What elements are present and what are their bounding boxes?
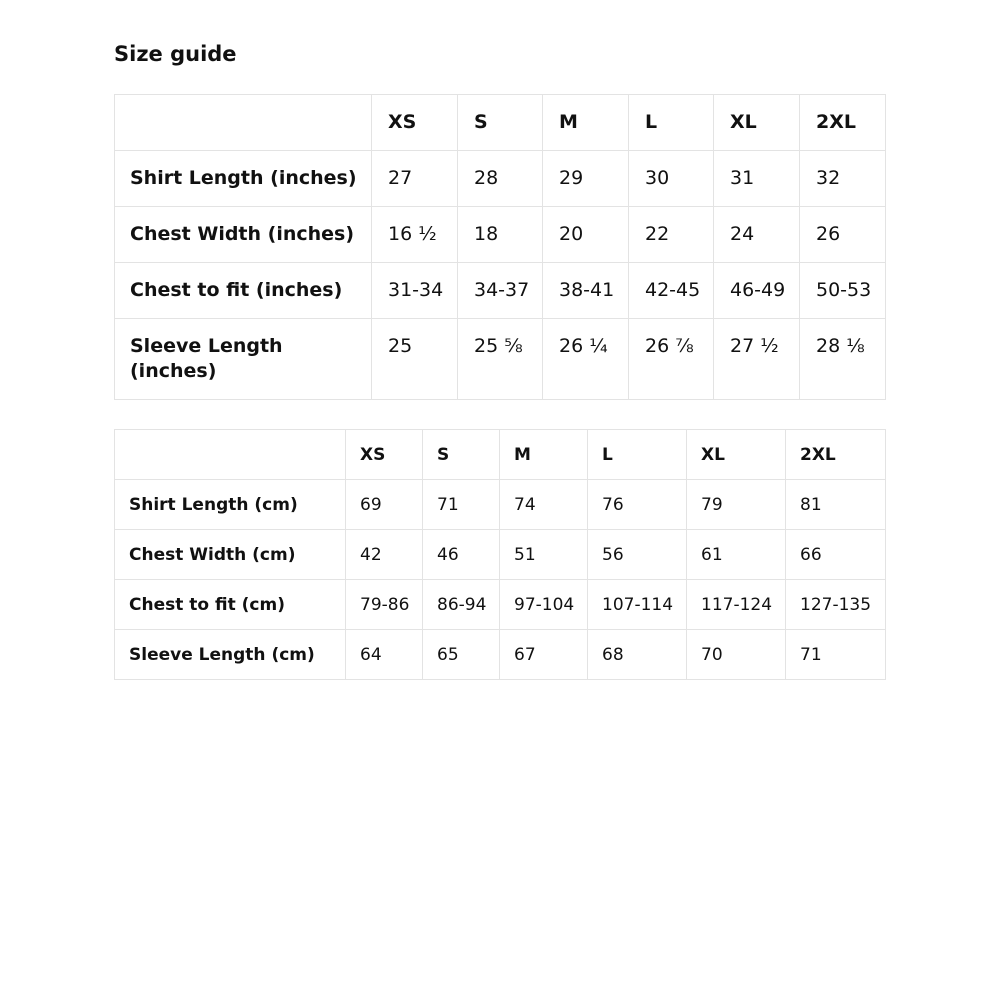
table-cell: 69 bbox=[346, 480, 423, 530]
table-cell: 42 bbox=[346, 530, 423, 580]
table-cell: 86-94 bbox=[423, 580, 500, 630]
table-cell: 27 ½ bbox=[714, 319, 800, 400]
size-header-s: S bbox=[423, 430, 500, 480]
table-cell: 16 ½ bbox=[372, 207, 458, 263]
table-header-row bbox=[115, 430, 886, 480]
table-row bbox=[115, 151, 886, 207]
size-table-cm bbox=[114, 429, 886, 680]
table-row bbox=[115, 480, 886, 530]
table-cell: 50-53 bbox=[800, 263, 886, 319]
table-cell: 34-37 bbox=[458, 263, 543, 319]
table-cell: 117-124 bbox=[687, 580, 786, 630]
table-cell: 56 bbox=[588, 530, 687, 580]
table-cell: 25 bbox=[372, 319, 458, 400]
table-row bbox=[115, 207, 886, 263]
table-cell: 20 bbox=[543, 207, 629, 263]
size-header-xs: XS bbox=[346, 430, 423, 480]
table-cell: 66 bbox=[786, 530, 886, 580]
table-cell: 71 bbox=[423, 480, 500, 530]
table-cell: 28 bbox=[458, 151, 543, 207]
table-row bbox=[115, 580, 886, 630]
table-cell: 71 bbox=[786, 630, 886, 680]
table-cell: 29 bbox=[543, 151, 629, 207]
table-cell: 76 bbox=[588, 480, 687, 530]
table-row bbox=[115, 630, 886, 680]
table-cell: 38-41 bbox=[543, 263, 629, 319]
size-header-l: L bbox=[588, 430, 687, 480]
table-cell: 22 bbox=[629, 207, 714, 263]
size-header-xl: XL bbox=[714, 95, 800, 151]
table-cell: 81 bbox=[786, 480, 886, 530]
corner-cell bbox=[115, 95, 372, 151]
table-cell: 32 bbox=[800, 151, 886, 207]
row-label: Sleeve Length (inches) bbox=[115, 319, 372, 400]
table-cell: 42-45 bbox=[629, 263, 714, 319]
size-header-m: M bbox=[500, 430, 588, 480]
row-label: Chest to fit (inches) bbox=[115, 263, 372, 319]
table-cell: 24 bbox=[714, 207, 800, 263]
page-title: Size guide bbox=[114, 42, 237, 66]
table-cell: 67 bbox=[500, 630, 588, 680]
table-cell: 97-104 bbox=[500, 580, 588, 630]
table-cell: 79-86 bbox=[346, 580, 423, 630]
size-header-xl: XL bbox=[687, 430, 786, 480]
table-cell: 127-135 bbox=[786, 580, 886, 630]
table-cell: 26 ⅞ bbox=[629, 319, 714, 400]
table-cell: 79 bbox=[687, 480, 786, 530]
table-cell: 107-114 bbox=[588, 580, 687, 630]
row-label: Shirt Length (inches) bbox=[115, 151, 372, 207]
table-cell: 31-34 bbox=[372, 263, 458, 319]
table-cell: 68 bbox=[588, 630, 687, 680]
table-cell: 28 ⅛ bbox=[800, 319, 886, 400]
table-cell: 61 bbox=[687, 530, 786, 580]
table-cell: 26 ¼ bbox=[543, 319, 629, 400]
corner-cell bbox=[115, 430, 346, 480]
row-label: Shirt Length (cm) bbox=[115, 480, 346, 530]
table-row bbox=[115, 319, 886, 400]
table-cell: 70 bbox=[687, 630, 786, 680]
table-row bbox=[115, 263, 886, 319]
table-cell: 27 bbox=[372, 151, 458, 207]
table-cell: 74 bbox=[500, 480, 588, 530]
table-cell: 64 bbox=[346, 630, 423, 680]
row-label: Chest Width (cm) bbox=[115, 530, 346, 580]
size-header-2xl: 2XL bbox=[800, 95, 886, 151]
table-cell: 18 bbox=[458, 207, 543, 263]
table-cell: 46-49 bbox=[714, 263, 800, 319]
size-table-inches bbox=[114, 94, 886, 400]
table-cell: 31 bbox=[714, 151, 800, 207]
table-cell: 25 ⅝ bbox=[458, 319, 543, 400]
table-cell: 46 bbox=[423, 530, 500, 580]
size-header-m: M bbox=[543, 95, 629, 151]
size-header-2xl: 2XL bbox=[786, 430, 886, 480]
table-header-row bbox=[115, 95, 886, 151]
size-header-xs: XS bbox=[372, 95, 458, 151]
table-row bbox=[115, 530, 886, 580]
table-cell: 30 bbox=[629, 151, 714, 207]
size-header-l: L bbox=[629, 95, 714, 151]
row-label: Sleeve Length (cm) bbox=[115, 630, 346, 680]
table-cell: 65 bbox=[423, 630, 500, 680]
row-label: Chest to fit (cm) bbox=[115, 580, 346, 630]
table-cell: 51 bbox=[500, 530, 588, 580]
row-label: Chest Width (inches) bbox=[115, 207, 372, 263]
size-header-s: S bbox=[458, 95, 543, 151]
table-cell: 26 bbox=[800, 207, 886, 263]
